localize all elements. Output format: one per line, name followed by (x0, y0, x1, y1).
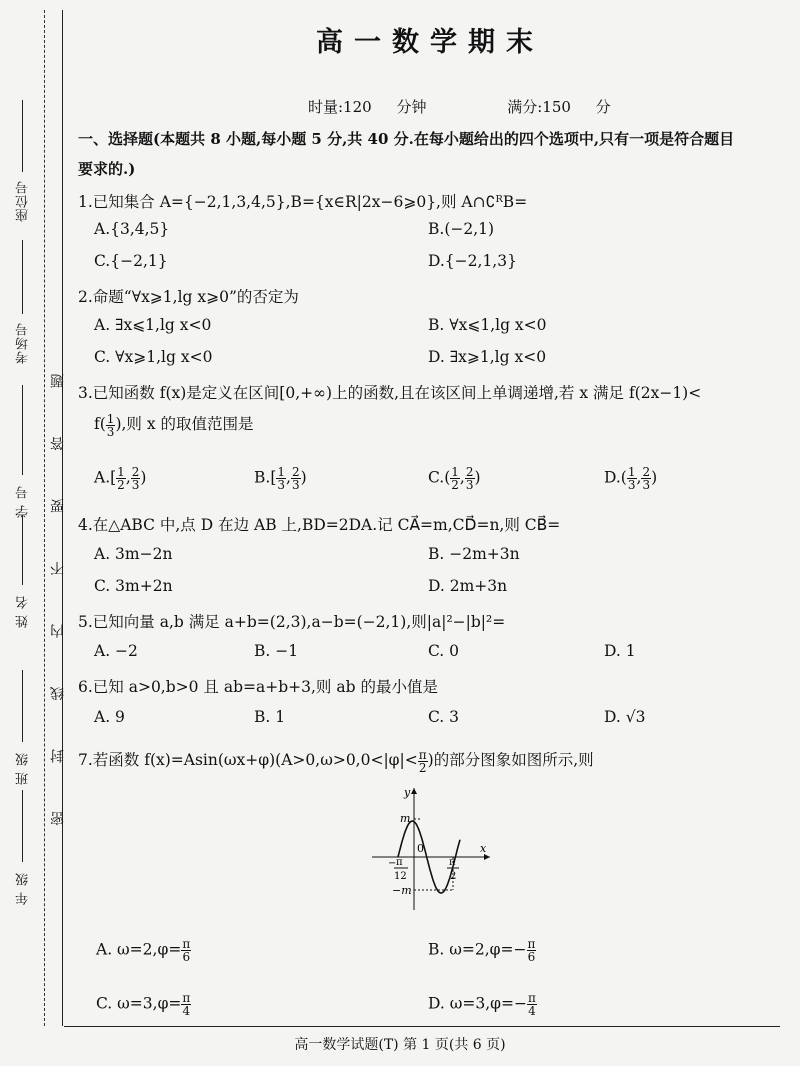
q3-option-c[interactable]: C.( $\frac{1}{2}$ , $\frac{2}{3}$ ) (428, 465, 481, 492)
q2-stem: 2.命题“∀x⩾1,lg x⩾0”的否定为 (78, 288, 299, 306)
class-fill-line (22, 670, 23, 742)
student-id-label: 学 号 (16, 485, 31, 519)
y-axis-arrow (411, 788, 417, 794)
q3-option-a[interactable]: A.[ $\frac{1}{2}$ , $\frac{2}{3}$ ) (94, 465, 147, 492)
binding-margin (0, 0, 68, 1066)
q1-stem: 1.已知集合 A={−2,1,3,4,5},B={x∈R|2x−6⩾0},则 A∩∁ᴿB= (78, 193, 528, 211)
q3-option-d[interactable]: D.( $\frac{1}{3}$ , $\frac{2}{3}$ ) (604, 465, 658, 492)
q7-stem: 7.若函数 f(x)=Asin(ωx+φ)(A>0,ω>0,0<|φ|< $\frac{\pi}{2}$ )的部分图象如图所示,则 (78, 747, 594, 775)
exam-time: 时量:120 分钟 (308, 98, 427, 116)
seat-fill-line (22, 100, 23, 172)
q5-option-b[interactable]: B. −1 (254, 642, 299, 660)
tick-right-num: π (449, 857, 456, 868)
q1-option-b[interactable]: B.(−2,1) (428, 220, 495, 238)
page-footer: 高一数学试题(T) 第 1 页(共 6 页) (294, 1037, 506, 1053)
seal-dashed-line (44, 10, 45, 1026)
exam-room-label: 考场号 (16, 322, 31, 364)
q6-option-c[interactable]: C. 3 (428, 708, 460, 726)
seal-text: 密 封 线 内 不 要 答 题 (50, 352, 66, 826)
q5-option-c[interactable]: C. 0 (428, 642, 460, 660)
q2-option-a[interactable]: A. ∃x⩽1,lg x<0 (94, 316, 212, 334)
q5-option-d[interactable]: D. 1 (604, 642, 636, 660)
q1-option-a[interactable]: A.{3,4,5} (94, 220, 170, 238)
name-fill-line (22, 515, 23, 585)
q7-option-c[interactable]: C. ω=3,φ= $\frac{\pi}{4}$ (96, 991, 191, 1018)
q5-stem: 5.已知向量 a,b 满足 a+b=(2,3),a−b=(−2,1),则|a|²−|b|²= (78, 613, 506, 631)
tick-right-den: 2 (450, 871, 457, 882)
q7-option-b[interactable]: B. ω=2,φ=− $\frac{\pi}{6}$ (428, 937, 536, 964)
q7-option-a[interactable]: A. ω=2,φ= $\frac{\pi}{6}$ (96, 937, 191, 964)
q3-stem: 3.已知函数 f(x)是定义在区间[0,+∞)上的函数,且在该区间上单调递增,若 x 满足 f(2x−1)< (78, 384, 702, 402)
q2-option-d[interactable]: D. ∃x⩾1,lg x<0 (428, 348, 547, 366)
grade-label: 年 级 (16, 872, 31, 906)
q2-option-c[interactable]: C. ∀x⩾1,lg x<0 (94, 348, 213, 366)
exam-meta (308, 96, 667, 117)
origin-label: 0 (417, 842, 424, 855)
q3-stem-cont (94, 412, 254, 438)
q3-f-open: f( (94, 415, 106, 433)
section-heading: 一、选择题(本题共 8 小题,每小题 5 分,共 40 分.在每小题给出的四个选项中,只有一项是符合题目 (78, 130, 735, 148)
exam-score: 满分:150 分 (507, 98, 611, 116)
tick-left-num: π (396, 857, 403, 868)
q4-stem: 4.在△ABC 中,点 D 在边 AB 上,BD=2DA.记 CA⃗=m,CD⃗=n,则 CB⃗= (78, 516, 561, 534)
q6-stem: 6.已知 a>0,b>0 且 ab=a+b+3,则 ab 的最小值是 (78, 678, 438, 696)
q7-stem-fraction: $\frac{\pi}{2}$ (418, 747, 427, 775)
y-axis-label: y (404, 786, 411, 799)
q6-option-b[interactable]: B. 1 (254, 708, 286, 726)
x-axis-label: x (480, 842, 487, 855)
q7-sine-graph (290, 782, 510, 912)
q5-option-a[interactable]: A. −2 (94, 642, 138, 660)
student-id-fill-line (22, 385, 23, 475)
q7-option-d[interactable]: D. ω=3,φ=− $\frac{\pi}{4}$ (428, 991, 536, 1018)
name-label: 姓 名 (16, 595, 31, 629)
q6-option-a[interactable]: A. 9 (94, 708, 125, 726)
q4-option-c[interactable]: C. 3m+2n (94, 577, 173, 595)
q4-option-a[interactable]: A. 3m−2n (94, 545, 173, 563)
section-heading-cont: 要求的.) (78, 160, 136, 178)
footer-rule (64, 1026, 780, 1027)
q3-option-b[interactable]: B.[ $\frac{1}{3}$ , $\frac{2}{3}$ ) (254, 465, 307, 492)
tick-left-den: 12 (394, 871, 407, 882)
m-label: m (400, 812, 411, 825)
q2-option-b[interactable]: B. ∀x⩽1,lg x<0 (428, 316, 547, 334)
q6-option-d[interactable]: D. √3 (604, 708, 646, 726)
q4-option-b[interactable]: B. −2m+3n (428, 545, 520, 563)
q4-option-d[interactable]: D. 2m+3n (428, 577, 508, 595)
q3-fraction: $\frac{1}{3}$ (106, 411, 115, 439)
exam-room-fill-line (22, 240, 23, 314)
page-title: 高一数学期末 (316, 27, 544, 58)
neg-m-label: −m (392, 884, 412, 897)
class-label: 班 级 (16, 752, 31, 786)
q1-option-d[interactable]: D.{−2,1,3} (428, 252, 517, 270)
grade-fill-line (22, 790, 23, 862)
tick-left-sign: − (388, 858, 397, 869)
q3-stem-tail: ),则 x 的取值范围是 (115, 415, 254, 433)
q1-option-c[interactable]: C.{−2,1} (94, 252, 168, 270)
seat-label: 座位号 (16, 180, 31, 222)
